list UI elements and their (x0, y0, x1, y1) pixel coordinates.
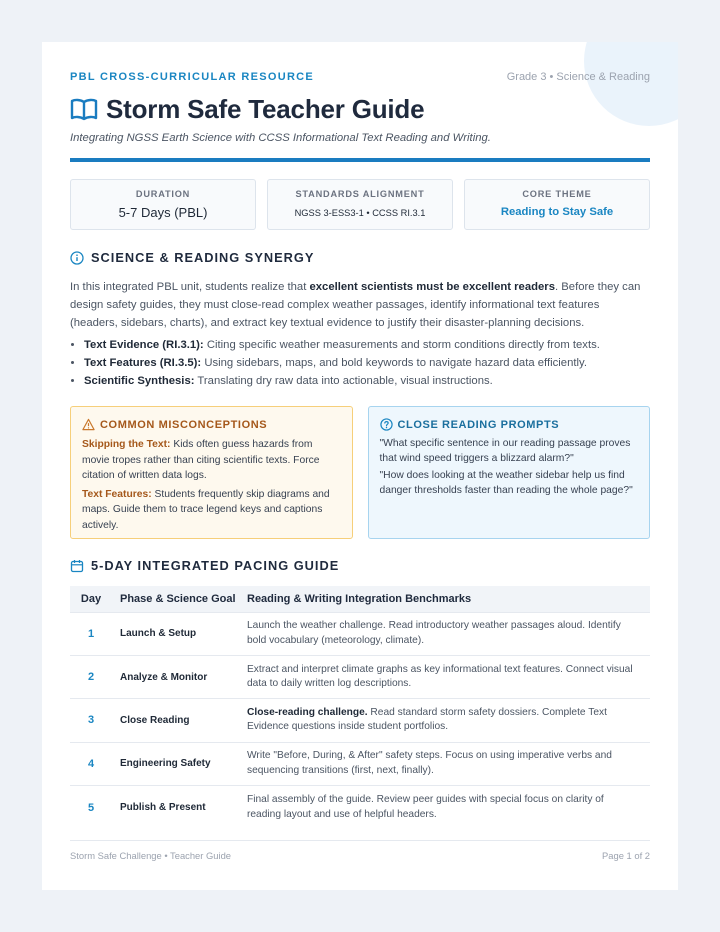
column-header-benchmarks: Reading & Writing Integration Benchmarks (247, 592, 472, 605)
eyebrow-label: PBL CROSS-CURRICULAR RESOURCE (70, 71, 315, 83)
stat-value: 5-7 Days (PBL) (118, 205, 208, 220)
stat-label: DURATION (135, 189, 191, 199)
bullet-text: Translating dry raw data into actionable, visual instructions. (194, 375, 493, 387)
intro-emphasis: excellent scientists must be excellent readers (309, 281, 555, 293)
misconception-item (82, 437, 342, 484)
stat-value: Reading to Stay Safe (500, 206, 614, 218)
phase-cell: Close Reading (112, 699, 247, 742)
benchmark-text: Launch the weather challenge. Read introductory weather passages aloud. Identify bold vocabulary (meteorology, climate). (247, 620, 621, 646)
pacing-heading (70, 558, 650, 573)
phase-cell: Launch & Setup (112, 612, 247, 655)
synergy-intro (70, 278, 650, 332)
bullet-term: Text Evidence (RI.3.1): (84, 339, 204, 351)
day-cell: 3 (70, 699, 112, 742)
day-cell: 1 (70, 612, 112, 655)
misconception-term: Text Features: (82, 488, 152, 500)
table-header-row (70, 586, 650, 612)
page-footer (70, 840, 650, 861)
table-row (70, 612, 650, 655)
card-title: CLOSE READING PROMPTS (397, 418, 560, 431)
table-row (70, 742, 650, 785)
calendar-icon (70, 559, 84, 573)
misconception-text: Students frequently skip diagrams and maps. Guide them to trace legend keys and captions actively. (82, 488, 330, 531)
bullet-text: Using sidebars, maps, and bold keywords to navigate hazard data efficiently. (201, 357, 587, 369)
list-item (84, 354, 650, 372)
phase-cell: Analyze & Monitor (112, 655, 247, 698)
section-title: 5-DAY INTEGRATED PACING GUIDE (91, 558, 340, 573)
stat-label: STANDARDS ALIGNMENT (295, 189, 425, 199)
page-subtitle: Integrating NGSS Earth Science with CCSS Informational Text Reading and Writing. (70, 132, 491, 144)
bullet-text: Citing specific weather measurements and storm conditions directly from texts. (203, 339, 600, 351)
grade-label: Grade 3 • Science & Reading (506, 71, 650, 83)
synergy-heading (70, 250, 650, 265)
phase-cell: Engineering Safety (112, 742, 247, 785)
stat-theme (464, 179, 650, 230)
document-page (42, 42, 678, 890)
prompt-item: "What specific sentence in our reading passage proves that wind speed triggers a blizzard alarm?" (379, 438, 631, 464)
page-title: Storm Safe Teacher Guide (106, 93, 425, 124)
benchmark-cell (247, 742, 650, 785)
day-cell: 5 (70, 786, 112, 829)
stat-value: NGSS 3-ESS3-1 • CCSS RI.3.1 (294, 208, 426, 218)
stat-standards (267, 179, 453, 230)
stats-row (70, 179, 650, 230)
benchmark-emphasis: Close-reading challenge. (247, 706, 368, 718)
intro-text: In this integrated PBL unit, students realize that (70, 281, 310, 293)
callout-cards (70, 406, 650, 539)
misconception-item (82, 487, 342, 534)
stat-duration (70, 179, 256, 230)
question-icon (380, 418, 393, 431)
open-book-icon (70, 97, 98, 121)
info-icon (70, 251, 84, 265)
stat-label: CORE THEME (522, 189, 592, 199)
section-title: SCIENCE & READING SYNERGY (91, 250, 315, 265)
column-header-day: Day (80, 592, 102, 605)
table-row (70, 655, 650, 698)
benchmark-text: Extract and interpret climate graphs as key informational text features. Connect visual data to daily written log descriptions. (247, 663, 633, 690)
benchmark-text: Read standard storm safety dossiers. Complete Text Evidence questions inside student portfolios. (247, 706, 607, 733)
table-row (70, 786, 650, 829)
page-number: Page 1 of 2 (602, 850, 650, 861)
misconception-text: Kids often guess hazards from movie tropes rather than citing scientific texts. Force citation of written data logs. (82, 439, 320, 481)
synergy-bullets (70, 336, 650, 390)
pacing-table (70, 586, 650, 829)
column-header-phase: Phase & Science Goal (120, 592, 236, 605)
day-cell: 2 (70, 655, 112, 698)
benchmark-cell (247, 612, 650, 655)
footer-left: Storm Safe Challenge • Teacher Guide (70, 850, 232, 861)
misconceptions-card (70, 406, 353, 539)
benchmark-text: Final assembly of the guide. Review peer guides with special focus on clarity of reading layout and use of helpful headers. (247, 794, 604, 820)
misconception-term: Skipping the Text: (82, 439, 171, 450)
table-row (70, 699, 650, 742)
benchmark-cell (247, 786, 650, 829)
benchmark-cell (247, 699, 650, 742)
warning-icon (82, 418, 95, 431)
bullet-term: Scientific Synthesis: (84, 375, 195, 387)
card-title: COMMON MISCONCEPTIONS (100, 418, 268, 431)
list-item (84, 372, 650, 390)
day-cell: 4 (70, 742, 112, 785)
header-rule (70, 158, 650, 162)
bullet-term: Text Features (RI.3.5): (84, 357, 202, 369)
phase-cell: Publish & Present (112, 786, 247, 829)
intro-text: . Before they can design safety guides, they must close-read complex weather passages, identify informational text features (headers, sidebars, charts), and extract key textual evidence to justify their disaster-planning decisions. (70, 281, 641, 329)
benchmark-cell (247, 655, 650, 698)
prompts-card (368, 406, 651, 539)
prompt-item: "How does looking at the weather sidebar help us find danger thresholds faster than reading the whole page?" (379, 470, 633, 496)
benchmark-text: Write "Before, During, & After" safety steps. Focus on using imperative verbs and sequencing transitions (first, next, finally). (247, 750, 612, 776)
list-item (84, 336, 650, 354)
